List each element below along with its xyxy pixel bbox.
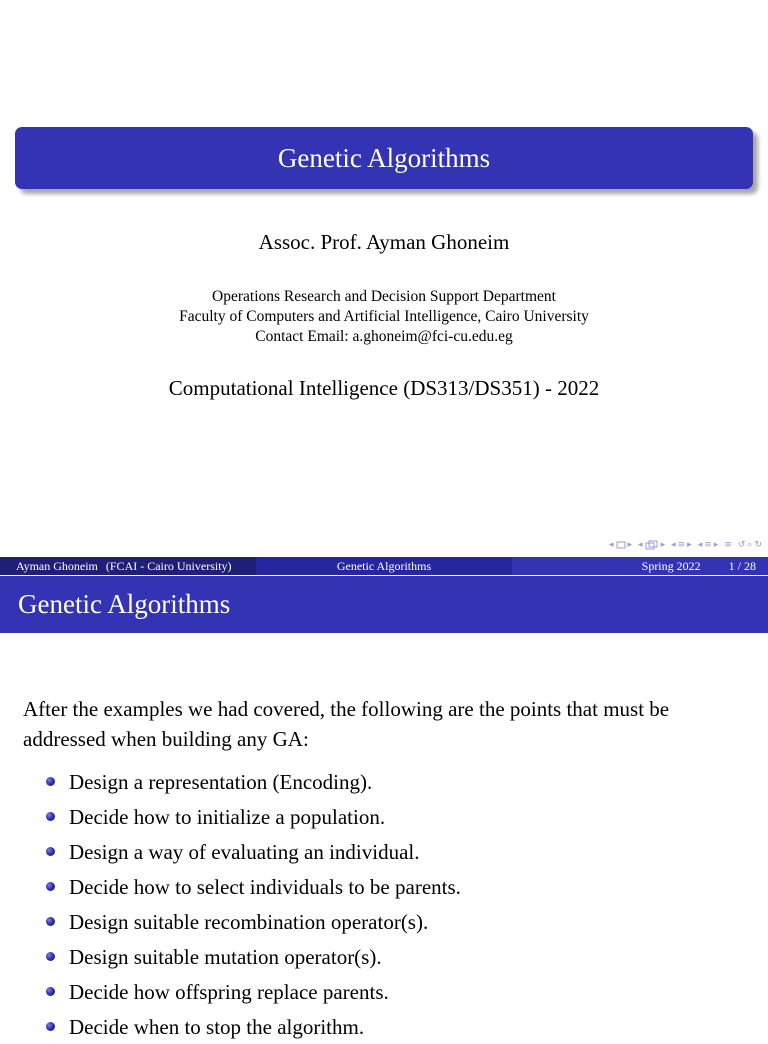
list-item [46,799,461,834]
list-item-text: Design suitable mutation operator(s). [69,944,382,969]
footer-title: Genetic Algorithms [336,558,432,573]
author-name: Assoc. Prof. Ayman Ghoneim [258,230,510,254]
list-item [46,939,461,974]
navigation-symbols [609,538,762,552]
footer-affiliation: (FCAI - Cairo University) [105,558,232,573]
frame-nav-group[interactable] [638,540,665,550]
list-item [46,974,461,1009]
bullet-icon [46,1022,55,1031]
nav-prev-arrow-icon[interactable]: ◂ [697,540,703,550]
list-item [46,869,461,904]
footer-date-cell [512,557,768,575]
list-item-text: Design a way of evaluating an individual. [69,839,420,864]
forward-icon[interactable]: ↻ [754,540,762,550]
bullet-icon [46,882,55,891]
footer-bar [0,557,768,575]
bullet-icon [46,812,55,821]
nav-prev-arrow-icon[interactable]: ◂ [608,540,614,550]
institute-block [0,287,768,347]
search-group[interactable] [738,540,762,550]
bullet-icon [46,952,55,961]
footer-author: Ayman Ghoneim [16,558,98,573]
nav-prev-arrow-icon[interactable]: ◂ [638,540,643,550]
footer-author-cell [0,557,256,575]
list-item [46,904,461,939]
slide-nav-group[interactable] [609,540,632,550]
course-line: Computational Intelligence (DS313/DS351) - 2022 [168,376,600,400]
list-item-text: Decide how to initialize a population. [69,804,386,829]
list-item-text: Decide how offspring replace parents. [69,979,389,1004]
presentation-title: Genetic Algorithms [277,142,491,173]
title-box [15,127,753,189]
subsection-nav-group[interactable] [671,540,692,550]
nav-prev-arrow-icon[interactable]: ◂ [671,540,676,550]
intro-paragraph: After the examples we had covered, the following are the points that must be addressed when building any GA: [23,697,670,751]
footer-page-number: 1 / 28 [728,558,756,573]
subsection-icon[interactable] [645,540,659,550]
bullet-list [46,764,461,1044]
nav-next-arrow-icon[interactable]: ▸ [713,540,719,550]
contact-email-line: Contact Email: a.ghoneim@fci-cu.edu.eg [255,328,513,345]
list-item-text: Decide when to stop the algorithm. [69,1014,365,1039]
bullet-icon [46,777,55,786]
section-icon[interactable]: ≡ [677,540,686,550]
footer-date: Spring 2022 [641,558,701,573]
list-item [46,834,461,869]
align-icon[interactable]: ≡ [724,540,732,550]
list-item [46,1009,461,1044]
department-line: Operations Research and Decision Support Department [212,288,556,305]
nav-next-arrow-icon[interactable]: ▸ [687,540,692,550]
frame-title: Genetic Algorithms [0,576,768,633]
footer-title-cell [256,557,512,575]
bullet-icon [46,987,55,996]
section-nav-group[interactable] [698,540,719,550]
frame-icon[interactable] [616,541,626,549]
bullet-icon [46,847,55,856]
section-icon[interactable]: ≡ [704,540,712,550]
nav-next-arrow-icon[interactable]: ▸ [660,540,666,550]
nav-next-arrow-icon[interactable]: ▸ [627,540,633,550]
list-item-text: Design suitable recombination operator(s). [69,909,429,934]
faculty-line: Faculty of Computers and Artificial Intelligence, Cairo University [179,308,589,325]
list-item [46,764,461,799]
back-icon[interactable]: ↺ [737,540,746,550]
list-item-text: Decide how to select individuals to be parents. [69,874,461,899]
search-icon[interactable]: ⌕ [747,540,753,550]
list-item-text: Design a representation (Encoding). [69,769,373,794]
bullet-icon [46,917,55,926]
